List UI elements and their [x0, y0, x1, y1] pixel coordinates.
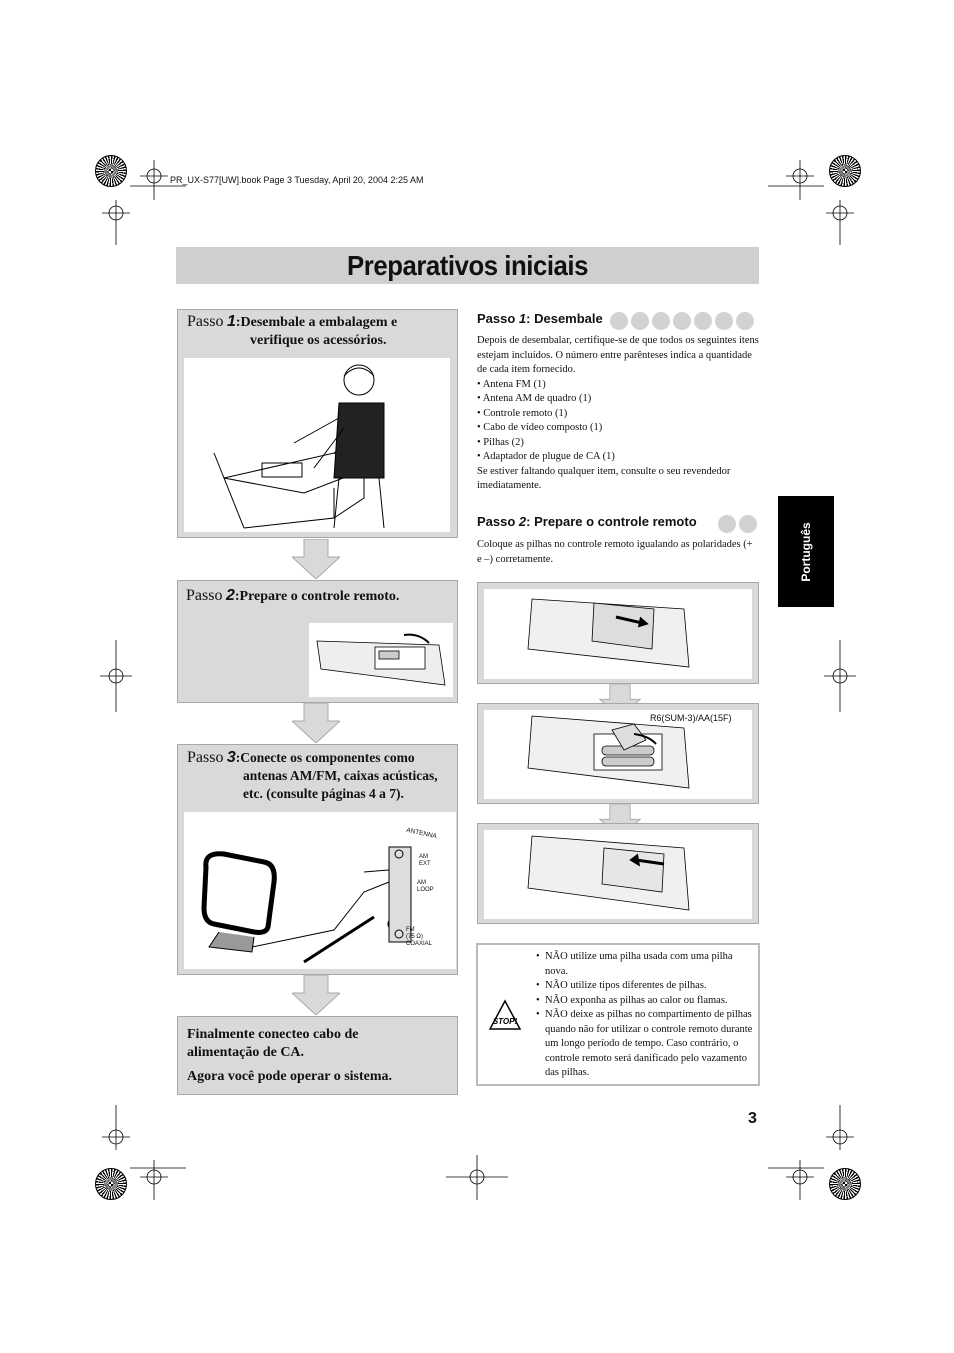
final-line1: Finalmente conecteo cabo de: [187, 1027, 359, 1042]
right-step2-body: Coloque as pilhas no controle remoto igualando as polaridades (+ e –) corretamente.: [477, 539, 753, 565]
final-box: [177, 1016, 458, 1095]
am-ext-label: AM EXT: [419, 854, 431, 867]
final-line2: alimentação de CA.: [187, 1045, 305, 1060]
down-arrow-icon: [292, 975, 340, 1015]
warning-item: • NÃO deixe as pilhas no compartimento de pilhas quando não for utilizar o controle remoto durante um longo período de tempo. Caso contrário, o controle remoto será danificado pelo vazamento das pilhas.: [536, 1008, 754, 1081]
remote-battery-insert-icon: [484, 710, 752, 799]
list-item: • Antena AM de quadro (1): [477, 393, 592, 404]
battery-type-label: R6(SUM-3)/AA(15F): [650, 713, 732, 723]
step2-panel: [177, 580, 458, 703]
warning-box: [476, 943, 760, 1086]
down-arrow-icon: [292, 539, 340, 579]
list-item: • Controle remoto (1): [477, 407, 568, 419]
figure-3: [477, 823, 759, 924]
list-item: • Pilhas (2): [477, 436, 524, 448]
remote-control-icon: [309, 623, 453, 697]
warning-list: [536, 950, 754, 1081]
step1-intro: Depois de desembalar, certifique-se de que todos os seguintes itens estejam incluídos. O número entre parênteses indica a quantidade de cada item fornecido.: [477, 335, 759, 375]
right-step2-heading: Passo 2: Prepare o controle remoto: [477, 514, 697, 529]
svg-text:STOP!: STOP!: [492, 1017, 518, 1026]
right-step1-body: [477, 334, 759, 494]
unpacking-illustration: [184, 358, 450, 532]
warning-item: • NÃO utilize uma pilha usada com uma pilha nova.: [536, 950, 754, 979]
remote-small-illustration: [309, 623, 453, 697]
am-loop-label: AM LOOP: [417, 880, 434, 893]
antenna-illustration: [184, 812, 456, 969]
antenna-label: ANTENNA: [405, 826, 438, 841]
down-arrow-icon: [292, 703, 340, 743]
page-title: Preparativos iniciais: [347, 250, 588, 281]
step3-heading: Passo 3:Conecte os componentes como antenas AM/FM, caixas acústicas, etc. (consulte páginas 4 a 7).: [187, 749, 438, 801]
list-item: • Cabo de vídeo composto (1): [477, 422, 603, 433]
right-step1-heading: Passo 1: Desembale: [477, 311, 603, 326]
step1-heading: Passo 1:Desembale a embalagem e verifique os acessórios.: [187, 313, 398, 348]
stop-warning-icon: [488, 999, 522, 1031]
warning-item: • NÃO utilize tipos diferentes de pilhas.: [536, 979, 754, 994]
step2-heading: Passo 2:Prepare o controle remoto.: [186, 587, 400, 604]
fm-label: FM (75 Ω) COAXIAL: [406, 927, 433, 947]
list-item: • Antena FM (1): [477, 378, 546, 390]
step1-outro: Se estiver faltando qualquer item, consulte o seu revendedor imediatamente.: [477, 465, 731, 491]
figure-2: [477, 703, 759, 804]
list-item: • Adaptador de plugue de CA (1): [477, 451, 615, 462]
step1-panel: [177, 309, 458, 538]
print-header: PR_UX-S77[UW].book Page 3 Tuesday, April 20, 2004 2:25 AM: [170, 175, 424, 185]
final-line3: Agora você pode operar o sistema.: [187, 1069, 393, 1084]
figure-1: [477, 582, 759, 684]
person-unpacking-icon: [184, 358, 450, 532]
title-bar: [176, 247, 759, 284]
heading-dots: [610, 312, 754, 330]
step3-panel: [177, 744, 458, 975]
remote-close-cover-icon: [484, 830, 752, 919]
heading-dots: [718, 515, 757, 533]
warning-item: • NÃO exponha as pilhas ao calor ou flamas.: [536, 994, 754, 1009]
language-side-tab: Português: [778, 496, 834, 607]
page-number: 3: [748, 1110, 757, 1127]
remote-open-cover-icon: [484, 589, 752, 679]
